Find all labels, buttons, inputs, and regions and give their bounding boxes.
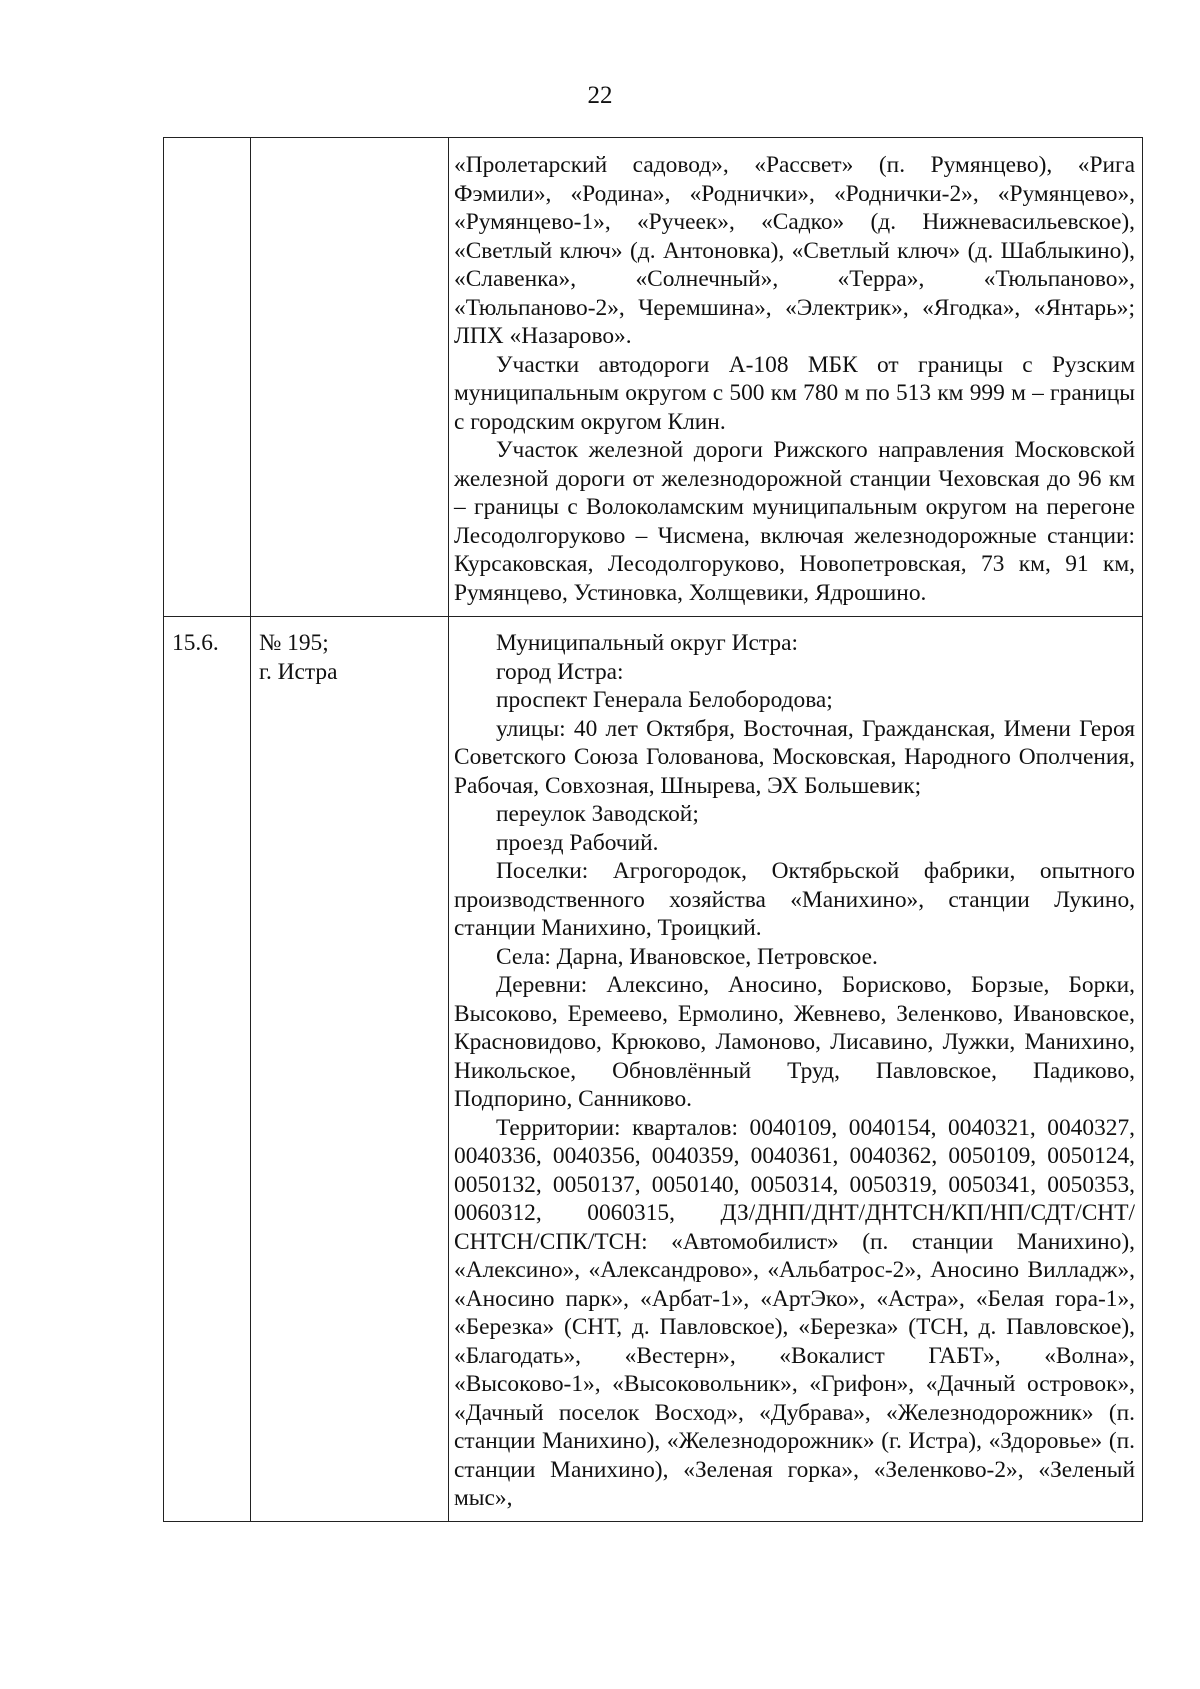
territory-description-cell: [449, 617, 1143, 1522]
territory-description-cell: [449, 138, 1143, 617]
district-cell: [251, 138, 449, 617]
district-cell: [251, 617, 449, 1522]
page-number: 22: [587, 82, 613, 109]
table-row: [164, 617, 1143, 1522]
district-center: г. Истра: [259, 659, 338, 685]
territory-paragraph: Поселки: Агрогородок, Октябрьской фабрики, опытного производственного хозяйства «Манихино», станции Лукино, станции Манихино, Троицкий.: [454, 858, 1135, 941]
district-number: № 195;: [259, 630, 329, 656]
territory-paragraph: переулок Заводской;: [496, 801, 699, 827]
row-number-cell: 15.6.: [164, 617, 251, 1522]
territory-paragraph: проспект Генерала Белобородова;: [496, 687, 833, 713]
territory-paragraph: Участки автодороги А-108 МБК от границы с Рузским муниципальным округом с 500 км 780 м по 513 км 999 м – границы с городским округом Клин.: [454, 351, 1135, 435]
territory-paragraph: город Истра:: [496, 658, 624, 685]
territory-paragraph: Участок железной дороги Рижского направления Московской железной дороги от железнодорожной станции Чеховская до 96 км – границы с Волоколамским муниципальным округом на перегоне Лесодолгоруково – Чисмена, включая железнодорожные станции: Курсаковская, Лесодолгоруково, Новопетровская, 73 км, 91 км, Румянцево, Устиновка, Холщевики, Ядрошино.: [454, 437, 1135, 606]
districts-table: [163, 137, 1143, 1522]
row-number-cell: [164, 138, 251, 617]
territory-paragraph: Деревни: Алексино, Аносино, Борисково, Борзые, Борки, Высоково, Еремеево, Ермолино, Жевнево, Зеленково, Ивановское, Красновидово, Крюково, Ламоново, Лисавино, Лужки, Манихино, Никольское, Обновлённый Труд, Павловское, Падиково, Подпорино, Санниково.: [454, 972, 1135, 1112]
territory-paragraph: улицы: 40 лет Октября, Восточная, Гражданская, Имени Героя Советского Союза Голованова, Московская, Народного Ополчения, Рабочая, Совхозная, Шнырева, ЭХ Большевик;: [454, 715, 1135, 799]
territory-paragraph: «Пролетарский садовод», «Рассвет» (п. Румянцево), «Рига Фэмили», «Родина», «Роднички», «Роднички-2», «Румянцево», «Румянцево-1», «Ручеек», «Садко» (д. Нижневасильевское), «Светлый ключ» (д. Антоновка), «Светлый ключ» (д. Шаблыкино), «Славенка», «Солнечный», «Терра», «Тюльпаново», «Тюльпаново-2», Черемшина», «Электрик», «Ягодка», «Янтарь»; ЛПХ «Назарово».: [454, 152, 1135, 349]
territory-paragraph: Территории: кварталов: 0040109, 0040154, 0040321, 0040327, 0040336, 0040356, 0040359, 0040361, 0040362, 0050109, 0050124, 0050132, 0050137, 0050140, 0050314, 0050319, 0050341, 0050353, 0060312, 0060315, ДЗ/ДНП/ДНТ/ДНТСН/КП/НП/СДТ/СНТ/СНТСН/СПК/ТСН: «Автомобилист» (п. станции Манихино), «Алексино», «Александрово», «Альбатрос-2», Аносино Вилладж», «Аносино парк», «Арбат-1», «АртЭко», «Астра», «Белая гора-1», «Березка» (СНТ, д. Павловское), «Березка» (ТСН, д. Павловское), «Благодать», «Вестерн», «Вокалист ГАБТ», «Волна», «Высоково-1», «Высоковольник», «Грифон», «Дачный островок», «Дачный поселок Восход», «Дубрава», «Железнодорожник» (п. станции Манихино), «Железнодорожник» (г. Истра), «Здоровье» (п. станции Манихино), «Зеленая горка», «Зеленково-2», «Зеленый мыс»,: [454, 1114, 1135, 1511]
table-row: [164, 138, 1143, 617]
territory-paragraph: Муниципальный округ Истра:: [496, 630, 798, 656]
territory-paragraph: проезд Рабочий.: [496, 829, 659, 856]
territory-paragraph: Села: Дарна, Ивановское, Петровское.: [496, 943, 878, 970]
